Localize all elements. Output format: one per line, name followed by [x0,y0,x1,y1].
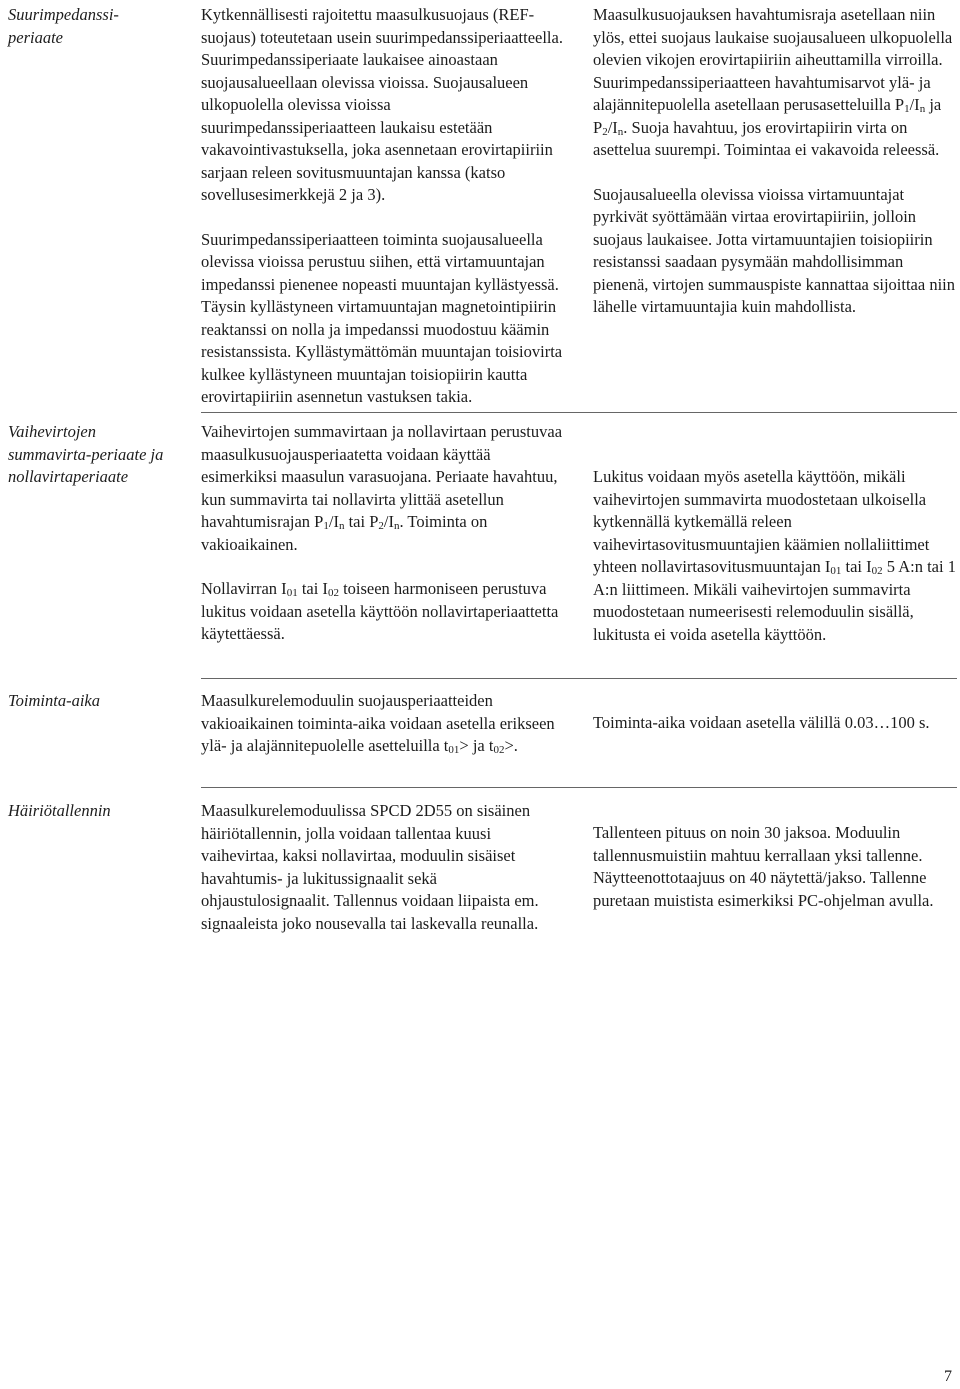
section-text-right [593,712,957,735]
section-divider [201,412,957,413]
section-heading-suurimpedanssiperiaate: Suurimpedanssi-periaate [8,5,119,47]
paragraph: Maasulkurelemoduulin suojausperiaatteiden vakioaikainen toiminta-aika voidaan asetella erikseen ylä- ja alajännitepuolelle asetteluilla $t_{01}>$ ja $t_{02}>$. [201,691,555,756]
paragraph: Suojausalueella olevissa vioissa virtamuuntajat pyrkivät syöttämään virtaa erovirtapiiriin, jolloin suojaus laukaisee. Jotta virtamuuntajien toisiopiirin resistanssi saadaan pysymään mahdollisimman pienenä, virtojen summauspiste kannattaa sijoittaa niin lähelle virtamuuntajia kuin mahdollista. [593,184,955,316]
paragraph: Tallenteen pituus on noin 30 jaksoa. Moduulin tallennusmuistiin mahtuu kerrallaan yksi tallenne. Näytteenottotaajuus on 40 näytettä/jakso. Tallenne puretaan muistista esimerkiksi PC-ohjelman avulla. [593,823,934,910]
section-heading-hairiotallennin: Häiriötallennin [8,801,111,820]
section-divider [201,678,957,679]
section-divider [201,787,957,788]
section-text-right [593,466,957,646]
section-text-right [593,822,957,912]
paragraph: Maasulkusuojauksen havahtumisraja asetellaan niin ylös, ettei suojaus laukaise suojausalueen ulkopuolella olevien vikojen erovirtapiiriin aiheuttamilla virroilla. Suurimpedanssiperiaatteen havahtumisarvot ylä- ja alajännitepuolella asetellaan perusasetteluilla $P_1/I_n$ ja $P_2/I_n$. Suoja havahtuu, jos erovirtapiirin virta on asettelua suurempi. Toimintaa ei vakavoida releessä. [593,5,953,159]
section-heading-summavirta: Vaihevirtojen summavirta-periaate ja nollavirtaperiaate [8,422,164,486]
section-text-left [201,800,565,935]
paragraph: Kytkennällisesti rajoitettu maasulkusuojaus (REF-suojaus) toteutetaan usein suurimpedanssiperiaatteella. Suurimpedanssiperiaate laukaisee ainoastaan suojausalueellaan olevissa vioissa. Suojausalueen ulkopuolella olevissa vioissa suurimpedanssiperiaatteen laukaisu estetään vakavointivastuksella, joka asennetaan erovirtapiiriin sarjaan releen sovitusmuuntajan kanssa (katso sovellusesimerkkejä 2 ja 3). [201,5,563,204]
paragraph: Suurimpedanssiperiaatteen toiminta suojausalueella olevissa vioissa perustuu siihen, että virtamuuntajan impedanssi pienenee nopeasti muuntajan kyllästyessä. Täysin kyllästyneen virtamuuntajan magnetointipiirin reaktanssi on nolla ja impedanssi muodostuu käämin resistanssista. Kyllästymättömän muuntajan toisiovirta kulkee kyllästyneen muuntajan toisiopiirin kautta erovirtapiiriin asennetun vastuksen takia. [201,229,563,406]
section-text-left [201,421,565,646]
paragraph: Vaihevirtojen summavirtaan ja nollavirtaan perustuvaa maasulkusuojausperiaatetta voidaan käyttää esimerkiksi maasulun varasuojana. Periaate havahtuu, kun summavirta tai nollavirta ylittää asetellun havahtumisrajan $P_1/I_n$ tai $P_2/I_n$. Toiminta on vakioaikainen. [201,422,563,554]
section-text-left [201,690,565,758]
section-text-left [201,4,565,409]
section-text-right [593,4,957,319]
paragraph: Toiminta-aika voidaan asetella välillä 0.03…100 s. [593,713,930,732]
page-number: 7 [944,1368,952,1385]
section-heading-toiminta-aika: Toiminta-aika [8,691,100,710]
paragraph: Nollavirran $I_{01}$ tai $I_{02}$ toiseen harmoniseen perustuva lukitus voidaan asetella käyttöön nollavirtaperiaattetta käytettäessä. [201,579,559,643]
paragraph: Maasulkurelemoduulissa SPCD 2D55 on sisäinen häiriötallennin, jolla voidaan tallentaa kuusi vaihevirtaa, kaksi nollavirtaa, moduulin sisäiset havahtumis- ja lukitussignaalit sekä ohjaustulosignaalit. Tallennus voidaan liipaista em. signaaleista joko nousevalla tai laskevalla reunalla. [201,801,539,933]
paragraph: Lukitus voidaan myös asetella käyttöön, mikäli vaihevirtojen summavirta muodostetaan ulkoisella kytkennällä kytkemällä releen vaihevirtasovitusmuuntajien käämien nollaliittimet yhteen nollavirtasovitusmuuntajan $I_{01}$ tai $I_{02}$ 5 A:n tai 1 A:n liittimeen. Mikäli vaihevirtojen summavirta muodostetaan numeerisesti relemoduulin sisällä, lukitusta ei voida asetella käyttöön. [593,467,956,644]
